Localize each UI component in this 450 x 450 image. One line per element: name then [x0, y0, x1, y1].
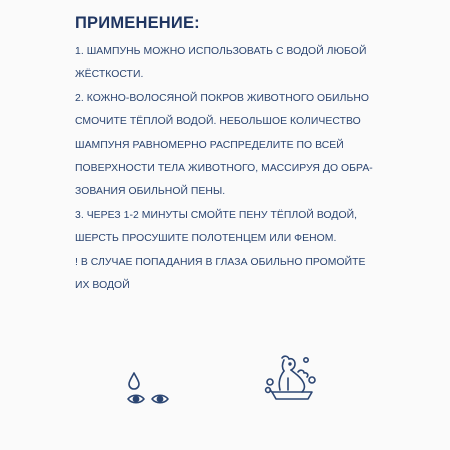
instruction-line-6: ПОВЕРХНОСТИ ТЕЛА ЖИВОТНОГО, МАССИРУЯ ДО ОБРА-: [75, 162, 373, 174]
instruction-line-11: ИХ ВОДОЙ: [75, 279, 130, 291]
instruction-line-2: ЖЁСТКОСТИ.: [75, 69, 144, 81]
instruction-line-10: ! В СЛУЧАЕ ПОПАДАНИЯ В ГЛАЗА ОБИЛЬНО ПРОМОЙТЕ: [75, 256, 366, 268]
instructions-heading: ПРИМЕНЕНИЕ:: [75, 14, 200, 32]
eye-drop-icon: [124, 370, 176, 410]
pet-bath-icon: [262, 352, 318, 404]
instruction-line-4: СМОЧИТЕ ТЁПЛОЙ ВОДОЙ. НЕБОЛЬШОЕ КОЛИЧЕСТВО: [75, 116, 361, 128]
instruction-line-8: 3. ЧЕРЕЗ 1-2 МИНУТЫ СМОЙТЕ ПЕНУ ТЁПЛОЙ ВОДОЙ,: [75, 209, 358, 221]
instructions-text: [75, 40, 380, 297]
instruction-line-7: ЗОВАНИЯ ОБИЛЬНОЙ ПЕНЫ.: [75, 186, 226, 198]
instruction-line-3: 2. КОЖНО-ВОЛОСЯНОЙ ПОКРОВ ЖИВОТНОГО ОБИЛЬНО: [75, 92, 370, 104]
instruction-line-5: ШАМПУНЯ РАВНОМЕРНО РАСПРЕДЕЛИТЕ ПО ВСЕЙ: [75, 139, 344, 151]
instruction-line-9: ШЕРСТЬ ПРОСУШИТЕ ПОЛОТЕНЦЕМ ИЛИ ФЕНОМ.: [75, 233, 337, 245]
instruction-line-1: 1. ШАМПУНЬ МОЖНО ИСПОЛЬЗОВАТЬ С ВОДОЙ ЛЮБОЙ: [75, 46, 367, 57]
